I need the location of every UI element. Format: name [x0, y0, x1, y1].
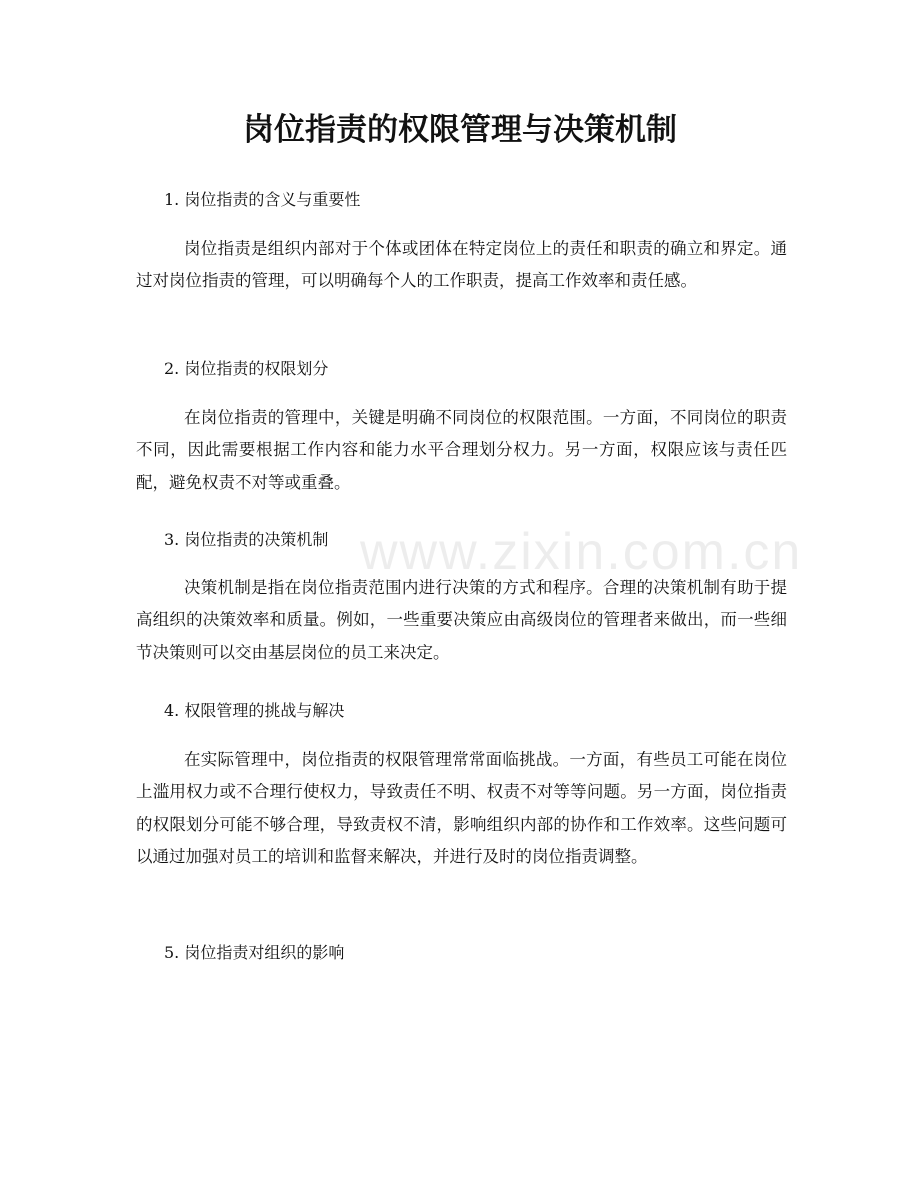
section-heading-1: 1. 岗位指责的含义与重要性	[164, 190, 361, 209]
section-heading-3: 3. 岗位指责的决策机制	[164, 530, 329, 549]
section-paragraph-2: 在岗位指责的管理中，关键是明确不同岗位的权限范围。一方面，不同岗位的职责不同，因此需要根据工作内容和能力水平合理划分权力。另一方面，权限应该与责任匹配，避免权责不对等或重叠。	[136, 408, 787, 492]
section-heading-5: 5. 岗位指责对组织的影响	[164, 943, 345, 962]
section-heading-4: 4. 权限管理的挑战与解决	[164, 701, 345, 720]
watermark: www.zixin.com.cn	[360, 523, 803, 581]
section-paragraph-4: 在实际管理中，岗位指责的权限管理常常面临挑战。一方面，有些员工可能在岗位上滥用权力或不合理行使权力，导致责任不明、权责不对等等问题。另一方面，岗位指责的权限划分可能不够合理，导致责权不清，影响组织内部的协作和工作效率。这些问题可以通过加强对员工的培训和监督来解决，并进行及时的岗位指责调整。	[136, 750, 787, 866]
section-paragraph-1: 岗位指责是组织内部对于个体或团体在特定岗位上的责任和职责的确立和界定。通过对岗位指责的管理，可以明确每个人的工作职责，提高工作效率和责任感。	[136, 239, 787, 291]
page-title: 岗位指责的权限管理与决策机制	[243, 112, 677, 148]
section-paragraph-3: 决策机制是指在岗位指责范围内进行决策的方式和程序。合理的决策机制有助于提高组织的决策效率和质量。例如，一些重要决策应由高级岗位的管理者来做出，而一些细节决策则可以交由基层岗位的员工来决定。	[136, 578, 787, 662]
section-heading-2: 2. 岗位指责的权限划分	[164, 359, 329, 378]
